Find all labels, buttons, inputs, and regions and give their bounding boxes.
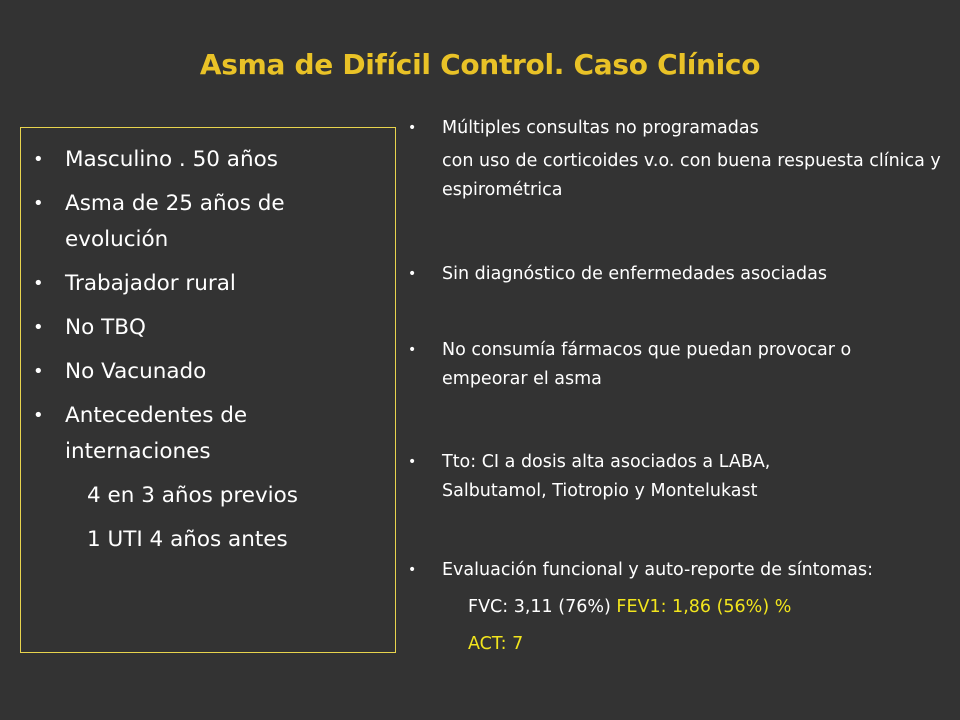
list-item bbox=[21, 310, 391, 346]
item-continuation: con uso de corticoides v.o. con buena respuesta clínica y espirométrica bbox=[442, 151, 941, 200]
list-item bbox=[408, 556, 956, 659]
item-text: Sin diagnóstico de enfermedades asociadas bbox=[442, 264, 827, 284]
item-text: Múltiples consultas no programadas bbox=[442, 118, 759, 138]
slide-title: Asma de Difícil Control. Caso Clínico bbox=[199, 48, 761, 81]
item-text: No consumía fármacos que puedan provocar o empeorar el asma bbox=[442, 340, 852, 389]
bullet-icon: • bbox=[33, 193, 44, 214]
item-text: Evaluación funcional y auto-reporte de síntomas: bbox=[442, 560, 874, 580]
bullet-icon: • bbox=[408, 266, 417, 282]
fev1-value: FEV1: 1,86 (56%) % bbox=[616, 597, 792, 617]
bullet-icon: • bbox=[33, 361, 44, 382]
list-item bbox=[408, 448, 956, 506]
bullet-icon: • bbox=[33, 149, 44, 170]
item-text: Masculino . 50 años bbox=[65, 147, 278, 172]
list-item bbox=[408, 114, 956, 205]
item-text: Tto: CI a dosis alta asociados a LABA, Salbutamol, Tiotropio y Montelukast bbox=[442, 452, 771, 501]
list-item bbox=[21, 186, 391, 258]
act-value: ACT: 7 bbox=[468, 634, 524, 654]
item-text: Trabajador rural bbox=[65, 271, 236, 296]
bullet-icon: • bbox=[408, 562, 417, 578]
patient-summary-box bbox=[20, 127, 396, 653]
list-item bbox=[408, 260, 956, 289]
item-text: Antecedentes de internaciones bbox=[65, 403, 248, 464]
list-item bbox=[21, 142, 391, 178]
list-item bbox=[21, 266, 391, 302]
sub-item: 4 en 3 años previos bbox=[87, 483, 299, 508]
list-item bbox=[21, 398, 391, 470]
bullet-icon: • bbox=[33, 273, 44, 294]
item-text: No Vacunado bbox=[65, 359, 207, 384]
fvc-value: FVC: 3,11 (76%) bbox=[468, 597, 611, 617]
bullet-icon: • bbox=[33, 405, 44, 426]
item-text: No TBQ bbox=[65, 315, 146, 340]
spirometry-line bbox=[408, 593, 956, 622]
list-item bbox=[21, 354, 391, 390]
item-text: Asma de 25 años de evolución bbox=[65, 191, 285, 252]
bullet-icon: • bbox=[33, 317, 44, 338]
patient-summary-list bbox=[21, 142, 391, 566]
list-item bbox=[408, 336, 956, 394]
bullet-icon: • bbox=[408, 342, 417, 358]
bullet-icon: • bbox=[408, 120, 417, 136]
bullet-icon: • bbox=[408, 454, 417, 470]
sub-item: 1 UTI 4 años antes bbox=[87, 527, 288, 552]
